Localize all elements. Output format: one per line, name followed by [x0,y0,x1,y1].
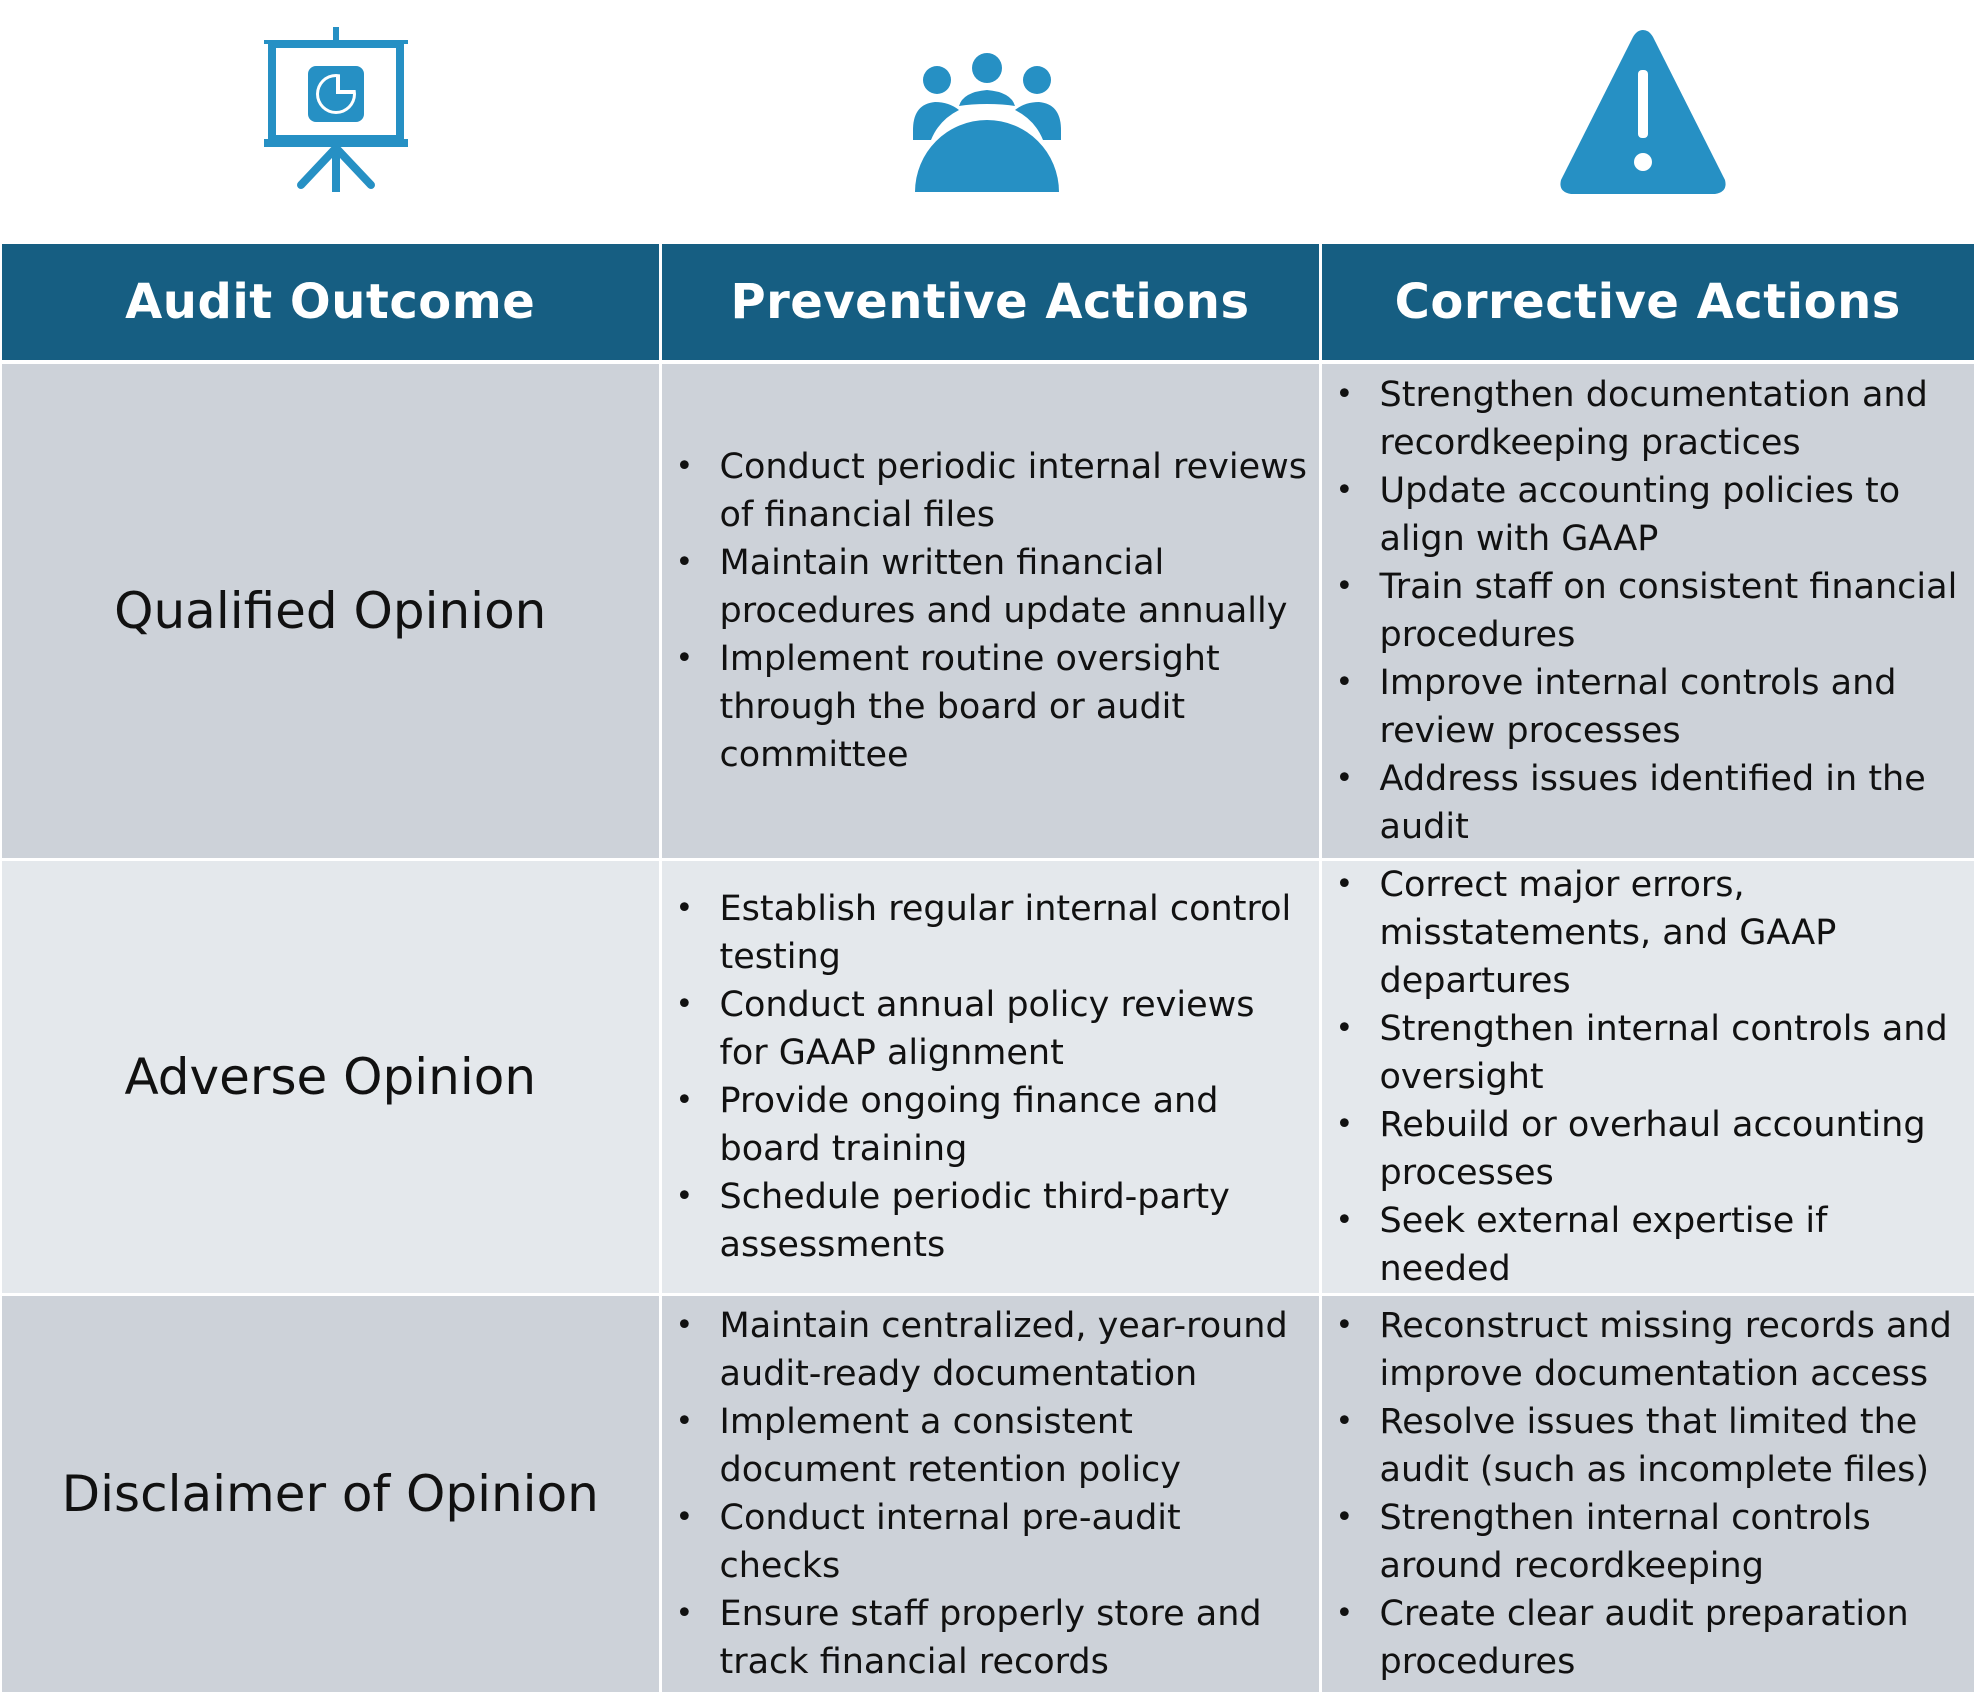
header-corrective-actions: Corrective Actions [1320,244,1974,362]
list-item: • Correct major errors, misstatements, and GAAP departures [1380,861,1969,1005]
list-item: • Improve internal controls and review processes [1380,659,1969,755]
list-item: • Update accounting policies to align with GAAP [1380,467,1969,563]
corrective-cell [1320,362,1974,860]
list-item: • Maintain centralized, year-round audit-ready documentation [720,1302,1313,1398]
list-item: • Provide ongoing finance and board training [720,1077,1313,1173]
outcome-cell: Disclaimer of Opinion [2,1295,660,1694]
corrective-list [1322,861,1975,1293]
list-item: • Strengthen documentation and recordkeeping practices [1380,371,1969,467]
preventive-cell [660,1295,1320,1694]
preventive-list [662,1302,1319,1686]
preventive-list [662,885,1319,1269]
audit-outcomes-table [2,244,1974,1695]
list-item: • Maintain written financial procedures and update annually [720,539,1313,635]
list-item: • Strengthen internal controls and oversight [1380,1005,1969,1101]
table-row [2,362,1974,860]
list-item: • Rebuild or overhaul accounting processes [1380,1101,1969,1197]
list-item: • Address issues identified in the audit [1380,755,1969,851]
list-item: • Seek external expertise if needed [1380,1197,1969,1293]
list-item: • Create clear audit preparation procedures [1380,1590,1969,1686]
corrective-list [1322,371,1975,851]
corrective-cell [1320,860,1974,1295]
table-header-row [2,244,1974,362]
list-item: • Conduct internal pre-audit checks [720,1494,1313,1590]
list-item: • Conduct annual policy reviews for GAAP alignment [720,981,1313,1077]
list-item: • Reconstruct missing records and improve documentation access [1380,1302,1969,1398]
outcome-cell: Qualified Opinion [2,362,660,860]
list-item: • Implement routine oversight through the board or audit committee [720,635,1313,779]
list-item: • Schedule periodic third-party assessments [720,1173,1313,1269]
list-item: • Train staff on consistent financial procedures [1380,563,1969,659]
icon-row [0,0,1976,244]
table-row [2,1295,1974,1694]
corrective-list [1322,1302,1975,1686]
preventive-list [662,443,1319,779]
meeting-people-icon [887,22,1087,202]
list-item: • Implement a consistent document retention policy [720,1398,1313,1494]
warning-triangle-icon [1543,22,1743,202]
header-audit-outcome: Audit Outcome [2,244,660,362]
preventive-cell [660,362,1320,860]
list-item: • Conduct periodic internal reviews of financial files [720,443,1313,539]
list-item: • Ensure staff properly store and track financial records [720,1590,1313,1686]
preventive-cell [660,860,1320,1295]
outcome-cell: Adverse Opinion [2,860,660,1295]
header-preventive-actions: Preventive Actions [660,244,1320,362]
presentation-board-icon [236,22,436,202]
table-row [2,860,1974,1295]
list-item: • Strengthen internal controls around recordkeeping [1380,1494,1969,1590]
list-item: • Establish regular internal control testing [720,885,1313,981]
list-item: • Resolve issues that limited the audit (such as incomplete files) [1380,1398,1969,1494]
corrective-cell [1320,1295,1974,1694]
